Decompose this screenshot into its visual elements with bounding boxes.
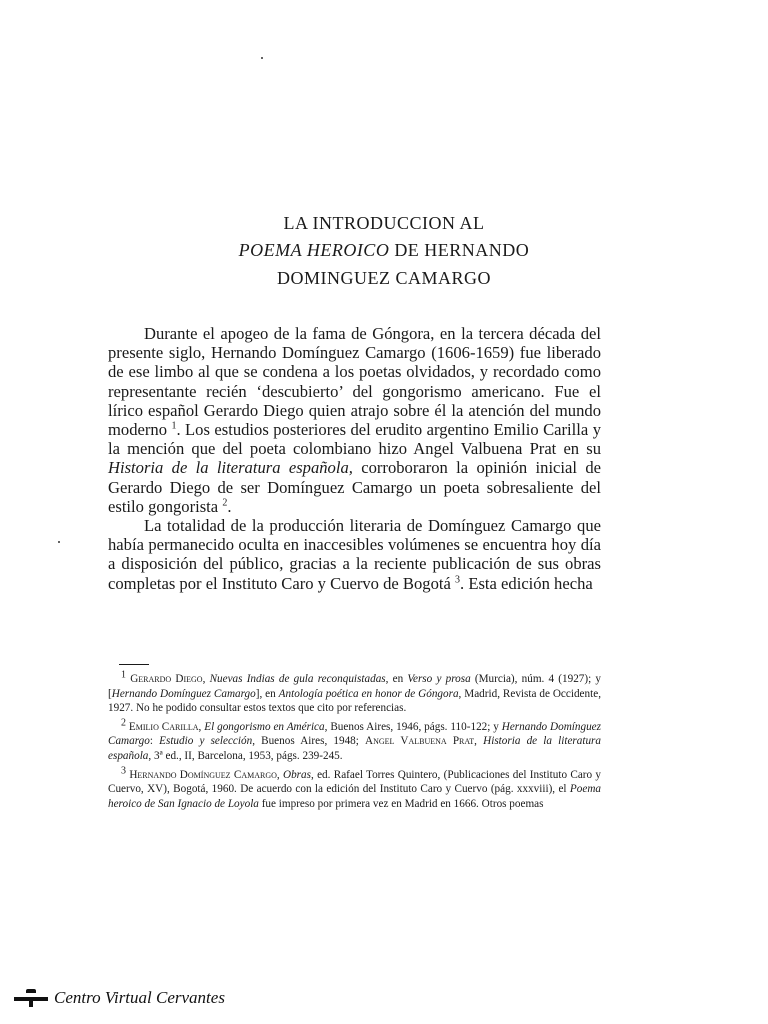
title-line-2 — [0, 240, 768, 261]
footnote-text: , — [202, 673, 210, 685]
footnote-1 — [108, 669, 602, 716]
paragraph-1-text: corroboraron la opinión inicial de Gerardo Diego de ser Domínguez Camargo un poeta sobresaliente del estilo gongorista — [108, 458, 601, 516]
footnote-text: , Madrid, Revista de Occidente, 1927. No he podido consultar estos textos que cito por referencias. — [108, 687, 601, 715]
title-italic-work: POEMA HEROICO — [238, 240, 390, 260]
footnote-text: , — [276, 768, 283, 781]
footnote-author: Gerardo Diego — [130, 673, 203, 685]
footnote-ref-3: 3 — [455, 574, 461, 586]
footnote-title: Antología poética en honor de Góngora — [278, 687, 459, 700]
cvc-logo-icon[interactable] — [14, 988, 48, 1008]
footer[interactable] — [14, 988, 225, 1008]
paragraph-2 — [108, 516, 601, 593]
footnote-title: Estudio y selección — [159, 735, 253, 748]
footnote-author: Angel Valbuena Prat — [365, 735, 475, 748]
footnote-ref-1: 1 — [171, 420, 177, 432]
paragraph-1-italic: Historia de la literatura española, — [108, 458, 353, 478]
title-line-1: LA INTRODUCCION AL — [283, 213, 485, 233]
footnote-text: , en — [385, 673, 408, 685]
footnote-2 — [108, 717, 602, 764]
paragraph-1-text: . Los estudios posteriores del erudito argentino Emilio Carilla y la mención que del poeta colombiano hizo Angel Valbuena Prat en su — [108, 420, 601, 459]
footnote-text: , — [474, 735, 484, 748]
title-line-3: DOMINGUEZ CAMARGO — [277, 268, 491, 288]
footnote-title: Hernando Domínguez Camargo — [111, 687, 256, 700]
footnote-divider — [119, 664, 149, 665]
footnote-title: Verso y prosa — [407, 673, 471, 685]
footnote-text: ], en — [255, 687, 279, 700]
paragraph-1-text: . — [227, 496, 232, 516]
footnote-3 — [108, 764, 602, 812]
title-line-2-rest: DE HERNANDO — [389, 240, 530, 260]
paragraph-2-text: . Esta edición hecha — [460, 573, 593, 593]
footnote-text: , — [198, 720, 205, 733]
footnote-author: Emilio Carilla — [128, 720, 199, 733]
footnote-title: Poema heroico de San Ignacio de Loyola — [108, 783, 601, 810]
scan-speck — [58, 541, 60, 543]
footnote-text: , Buenos Aires, 1946, págs. 110-122; y — [324, 720, 502, 733]
footnote-ref-2: 2 — [222, 497, 228, 509]
footnote-text: , 3ª ed., II, Barcelona, 1953, págs. 239-245. — [148, 749, 343, 762]
footnote-title: Obras — [282, 768, 311, 781]
footnote-title: El gongorismo en América — [204, 720, 325, 733]
footnote-text: , ed. Rafael Torres Quintero, (Publicaciones del Instituto Caro y Cuervo, XV), Bogotá, 1960. De acuerdo con la edición del Instituto Caro y Cuervo (pág. xxxviii), el — [108, 768, 602, 796]
footnotes — [108, 669, 602, 815]
footnote-mark-3: 3 — [121, 764, 126, 776]
paragraph-2-text: La totalidad de la producción literaria de Domínguez Camargo que había permanecido oculta en inaccesibles volúmenes se encuentra hoy día a disposición del público, gracias a la reciente publicación de sus obras completas por el Instituto Caro y Cuervo de Bogotá — [108, 516, 601, 593]
paragraph-1 — [108, 324, 601, 516]
footer-label[interactable]: Centro Virtual Cervantes — [54, 988, 225, 1007]
footnote-mark-1: 1 — [121, 669, 126, 681]
footnote-text: (Murcia), núm. 4 (1927); y [ — [108, 673, 602, 700]
scan-speck — [261, 57, 263, 59]
footnote-author: Hernando Domínguez Camargo — [129, 768, 277, 781]
footnote-title: Hernando Domínguez Camargo — [108, 720, 601, 748]
footnote-title: Historia de la literatura española — [108, 735, 602, 762]
footnote-title: Nuevas Indias de gula reconquistadas — [209, 673, 386, 685]
footnote-mark-2: 2 — [121, 717, 126, 729]
body-text — [108, 324, 601, 593]
footnote-text: : — [149, 735, 160, 748]
footnote-text: , Buenos Aires, 1948; — [252, 735, 366, 748]
paragraph-1-text: Durante el apogeo de la fama de Góngora, en la tercera década del presente siglo, Hernando Domínguez Camargo (1606-1659) fue liberado de ese limbo al que se condena a los poetas olvidados, y recordado como representante recién ‘descubierto’ del gongorismo americano. Fue el lírico español Gerardo Diego quien atrajo sobre él la atención del mundo moderno — [108, 324, 601, 440]
footnote-text: fue impreso por primera vez en Madrid en 1666. Otros poemas — [258, 797, 544, 810]
